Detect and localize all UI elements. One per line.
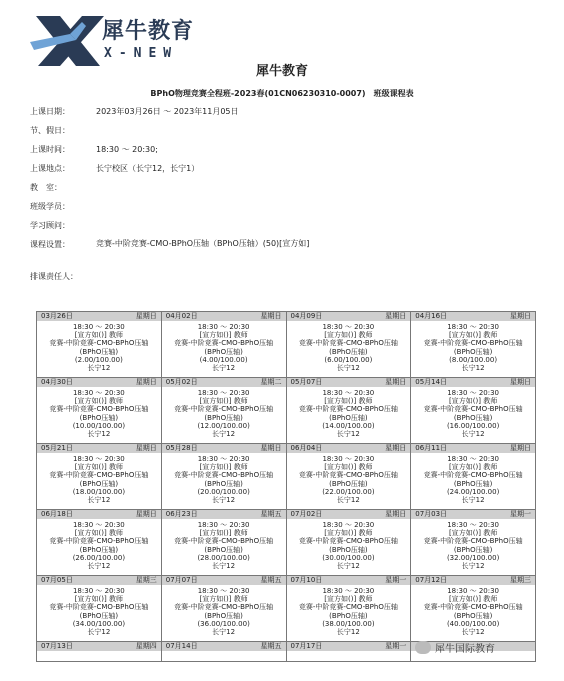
cell-progress: 18.00/100.00: [75, 487, 123, 496]
cell-progress-wrap: (16.00/100.00): [446, 421, 500, 430]
cell-progress-wrap: (2.00/100.00): [74, 355, 123, 364]
cell-date: 04月09日: [290, 312, 323, 320]
cell-date: 06月04日: [290, 444, 323, 452]
cell-course-note: (BPhO压轴): [204, 347, 243, 356]
schedule-cell: [286, 576, 411, 642]
cell-date: 07月02日: [290, 510, 323, 518]
schedule-row: [37, 378, 536, 444]
cell-progress-wrap: (28.00/100.00): [197, 553, 250, 562]
schedule-cell: [411, 444, 536, 510]
cell-weekday: 星期五: [260, 642, 282, 650]
cell-course: 竞赛-中阶竞赛-CMO-BPhO压轴: [423, 339, 523, 348]
cell-weekday: 星期日: [385, 312, 407, 320]
cell-teacher: [宣方如()] 教师: [74, 397, 123, 406]
cell-progress-wrap: (4.00/100.00): [199, 355, 248, 364]
info-label: 学习顾问：: [30, 221, 70, 230]
cell-room: 长宁12: [461, 430, 485, 439]
cell-body: [37, 585, 161, 641]
cell-room: 长宁12: [212, 562, 236, 571]
cell-date-header: [287, 444, 411, 453]
cell-date: 07月10日: [290, 576, 323, 584]
cell-course-note: (BPhO压轴): [453, 413, 493, 422]
wechat-icon: [415, 641, 431, 654]
cell-room: 长宁12: [87, 430, 111, 439]
info-label: 上课时间：: [30, 145, 70, 154]
cell-weekday: 星期一: [385, 576, 407, 584]
cell-course-note: (BPhO压轴): [79, 413, 119, 422]
org-title: 犀牛教育: [255, 64, 308, 79]
cell-course: 竞赛-中阶竞赛-CMO-BPhO压轴: [49, 537, 149, 546]
cell-course: 竞赛-中阶竞赛-CMO-BPhO压轴: [49, 405, 149, 414]
cell-weekday: 星期日: [135, 378, 157, 386]
schedule-cell: [37, 642, 162, 662]
cell-time: 18:30 ～ 20:30: [447, 323, 500, 331]
cell-room: 长宁12: [461, 364, 485, 373]
cell-progress: 22.00/100.00: [324, 487, 372, 496]
cell-progress: 2.00/100.00: [77, 355, 121, 364]
cell-teacher: [宣方如()] 教师: [449, 397, 498, 406]
cell-room: 长宁12: [212, 628, 236, 637]
cell-room: 长宁12: [336, 496, 360, 505]
cell-progress-wrap: (20.00/100.00): [197, 487, 250, 496]
cell-weekday: 星期一: [385, 642, 407, 650]
cell-course-note: (BPhO压轴): [453, 611, 493, 620]
cell-course: 竞赛-中阶竞赛-CMO-BPhO压轴: [49, 603, 149, 612]
cell-weekday: 星期日: [510, 312, 531, 320]
logo-en-text: X-NEW: [104, 46, 179, 61]
cell-body: [37, 651, 161, 661]
cell-date: 07月14日: [165, 642, 198, 650]
cell-body: [162, 321, 286, 377]
cell-date-header: [287, 642, 411, 651]
schedule-cell: [37, 312, 162, 378]
cell-time: 18:30 ～ 20:30: [447, 455, 500, 463]
cell-progress: 34.00/100.00: [75, 619, 123, 628]
cell-course: 竞赛-中阶竞赛-CMO-BPhO压轴: [174, 405, 274, 414]
cell-course: 竞赛-中阶竞赛-CMO-BPhO压轴: [174, 339, 274, 348]
cell-time: 18:30 ～ 20:30: [72, 455, 125, 463]
schedule-cell: [37, 576, 162, 642]
cell-body: [287, 321, 411, 377]
info-value: 18:30 ～ 20:30;: [96, 145, 158, 154]
schedule-cell: [411, 312, 536, 378]
cell-teacher: [宣方如()] 教师: [74, 331, 123, 340]
info-row-scheduler: [30, 271, 540, 290]
cell-date-header: [287, 312, 411, 321]
cell-progress-wrap: (14.00/100.00): [322, 421, 375, 430]
cell-teacher: [宣方如()] 教师: [199, 397, 248, 406]
cell-weekday: 星期日: [385, 510, 407, 518]
cell-date: 06月11日: [415, 444, 448, 452]
cell-progress-wrap: (36.00/100.00): [197, 619, 250, 628]
cell-weekday: 星期日: [385, 444, 407, 452]
cell-body: [411, 387, 535, 443]
cell-body: [287, 387, 411, 443]
info-value: 竞赛-中阶竞赛-CMO-BPhO压轴（BPhO压轴）(50)[宣方如]: [96, 239, 310, 248]
cell-course-note: (BPhO压轴): [204, 545, 243, 554]
info-value: 2023年03月26日 ～ 2023年11月05日: [96, 107, 239, 116]
watermark: [415, 640, 495, 655]
cell-body: [287, 453, 411, 509]
cell-course: 竞赛-中阶竞赛-CMO-BPhO压轴: [298, 603, 398, 612]
cell-date: 05月07日: [290, 378, 323, 386]
cell-body: [162, 651, 286, 661]
cell-teacher: [宣方如()] 教师: [449, 529, 498, 538]
info-value: [96, 125, 540, 144]
cell-weekday: 星期日: [135, 444, 157, 452]
cell-progress-wrap: (22.00/100.00): [322, 487, 375, 496]
cell-course: 竞赛-中阶竞赛-CMO-BPhO压轴: [298, 537, 398, 546]
info-label: 上课地点：: [30, 164, 70, 173]
cell-date: 04月02日: [165, 312, 198, 320]
info-row-location: [30, 163, 540, 182]
cell-room: 长宁12: [336, 562, 360, 571]
cell-time: 18:30 ～ 20:30: [72, 389, 125, 397]
info-row-course: [30, 239, 540, 271]
cell-date-header: [162, 576, 286, 585]
schedule-cell: [286, 444, 411, 510]
cell-time: 18:30 ～ 20:30: [322, 323, 375, 331]
info-label: 节、假日：: [30, 126, 70, 135]
cell-progress: 40.00/100.00: [449, 619, 497, 628]
cell-date-header: [162, 510, 286, 519]
cell-time: 18:30 ～ 20:30: [322, 587, 375, 595]
cell-progress: 8.00/100.00: [451, 355, 495, 364]
cell-progress-wrap: (40.00/100.00): [446, 619, 500, 628]
cell-course: 竞赛-中阶竞赛-CMO-BPhO压轴: [423, 537, 523, 546]
schedule-cell: [161, 642, 286, 662]
schedule-cell: [411, 510, 536, 576]
cell-body: [411, 453, 535, 509]
cell-teacher: [宣方如()] 教师: [324, 529, 373, 538]
cell-weekday: 星期一: [510, 510, 531, 518]
cell-teacher: [宣方如()] 教师: [449, 463, 498, 472]
cell-teacher: [宣方如()] 教师: [74, 529, 123, 538]
cell-date-header: [411, 312, 535, 321]
cell-date: 07月05日: [41, 576, 73, 584]
cell-date-header: [37, 576, 161, 585]
cell-course-note: (BPhO压轴): [204, 413, 243, 422]
cell-course-note: (BPhO压轴): [453, 545, 493, 554]
schedule-cell: [286, 378, 411, 444]
cell-time: 18:30 ～ 20:30: [322, 455, 375, 463]
info-label: 班级学员：: [30, 202, 70, 211]
cell-course: 竞赛-中阶竞赛-CMO-BPhO压轴: [423, 471, 523, 480]
cell-weekday: 星期五: [260, 576, 282, 584]
schedule-cell: [161, 378, 286, 444]
cell-room: 长宁12: [87, 562, 111, 571]
cell-teacher: [宣方如()] 教师: [199, 529, 248, 538]
cell-time: 18:30 ～ 20:30: [197, 389, 250, 397]
cell-time: 18:30 ～ 20:30: [447, 389, 500, 397]
cell-progress: 12.00/100.00: [200, 421, 248, 430]
cell-body: [411, 321, 535, 377]
schedule-cell: [161, 576, 286, 642]
cell-date-header: [411, 444, 535, 453]
cell-course: 竞赛-中阶竞赛-CMO-BPhO压轴: [298, 471, 398, 480]
cell-room: 长宁12: [461, 628, 485, 637]
cell-course: 竞赛-中阶竞赛-CMO-BPhO压轴: [174, 537, 274, 546]
cell-date: 05月02日: [165, 378, 198, 386]
cell-teacher: [宣方如()] 教师: [324, 463, 373, 472]
cell-progress-wrap: (6.00/100.00): [324, 355, 373, 364]
schedule-cell: [161, 444, 286, 510]
cell-progress: 4.00/100.00: [202, 355, 245, 364]
cell-progress-wrap: (10.00/100.00): [72, 421, 126, 430]
info-value: [96, 182, 540, 201]
cell-course-note: (BPhO压轴): [79, 611, 119, 620]
cell-room: 长宁12: [87, 496, 111, 505]
schedule-cell: [286, 312, 411, 378]
cell-date-header: [37, 642, 161, 651]
cell-body: [287, 519, 411, 575]
cell-date-header: [287, 510, 411, 519]
cell-room: 长宁12: [212, 430, 236, 439]
cell-date-header: [411, 510, 535, 519]
cell-time: 18:30 ～ 20:30: [197, 323, 250, 331]
cell-room: 长宁12: [336, 364, 360, 373]
cell-date-header: [162, 444, 286, 453]
cell-weekday: 星期日: [510, 378, 531, 386]
cell-time: 18:30 ～ 20:30: [197, 587, 250, 595]
cell-course-note: (BPhO压轴): [453, 347, 493, 356]
cell-room: 长宁12: [461, 562, 485, 571]
cell-teacher: [宣方如()] 教师: [324, 595, 373, 604]
cell-weekday: 星期日: [260, 312, 282, 320]
cell-date-header: [37, 312, 161, 321]
info-value: [96, 220, 540, 239]
cell-body: [162, 519, 286, 575]
cell-date-header: [162, 642, 286, 651]
cell-course-note: (BPhO压轴): [329, 479, 368, 488]
cell-progress-wrap: (38.00/100.00): [322, 619, 375, 628]
cell-progress: 26.00/100.00: [75, 553, 123, 562]
cell-teacher: [宣方如()] 教师: [74, 463, 123, 472]
cell-date: 07月07日: [165, 576, 198, 584]
cell-course-note: (BPhO压轴): [79, 479, 119, 488]
info-value: [96, 201, 540, 220]
cell-progress: 38.00/100.00: [324, 619, 372, 628]
cell-teacher: [宣方如()] 教师: [199, 463, 248, 472]
cell-progress-wrap: (34.00/100.00): [72, 619, 126, 628]
cell-body: [37, 519, 161, 575]
cell-progress-wrap: (8.00/100.00): [449, 355, 498, 364]
cell-body: [37, 453, 161, 509]
cell-progress: 14.00/100.00: [324, 421, 372, 430]
schedule-row: [37, 312, 536, 378]
schedule-row: [37, 510, 536, 576]
cell-date-header: [287, 378, 411, 387]
cell-weekday: 星期五: [260, 510, 282, 518]
cell-course: 竞赛-中阶竞赛-CMO-BPhO压轴: [174, 603, 274, 612]
info-label: 排课责任人：: [30, 272, 78, 281]
cell-body: [411, 585, 535, 641]
cell-date: 06月18日: [41, 510, 73, 518]
schedule-cell: [161, 510, 286, 576]
cell-teacher: [宣方如()] 教师: [324, 331, 373, 340]
info-label: 教 室：: [30, 183, 62, 192]
cell-body: [162, 387, 286, 443]
cell-progress-wrap: (30.00/100.00): [322, 553, 375, 562]
cell-time: 18:30 ～ 20:30: [197, 455, 250, 463]
cell-date: 06月23日: [165, 510, 198, 518]
cell-date-header: [162, 312, 286, 321]
cell-course-note: (BPhO压轴): [204, 611, 243, 620]
schedule-subtitle: BPhO物理竞赛全程班-2023春(01CN06230310-0007) 班级课程表: [150, 89, 414, 98]
cell-teacher: [宣方如()] 教师: [449, 331, 498, 340]
schedule-cell: [37, 510, 162, 576]
info-row-classroom: [30, 182, 540, 201]
cell-progress: 32.00/100.00: [449, 553, 497, 562]
cell-weekday: 星期三: [135, 576, 157, 584]
schedule-cell: [286, 510, 411, 576]
info-row-time: [30, 144, 540, 163]
info-row-holiday: [30, 125, 540, 144]
cell-progress-wrap: (18.00/100.00): [72, 487, 126, 496]
info-row-advisor: [30, 220, 540, 239]
cell-course: 竞赛-中阶竞赛-CMO-BPhO压轴: [423, 405, 523, 414]
cell-progress: 16.00/100.00: [449, 421, 497, 430]
cell-date: 03月26日: [41, 312, 73, 320]
cell-room: 长宁12: [336, 430, 360, 439]
cell-teacher: [宣方如()] 教师: [199, 595, 248, 604]
cell-course-note: (BPhO压轴): [329, 413, 368, 422]
cell-date: 05月21日: [41, 444, 73, 452]
schedule-cell: [161, 312, 286, 378]
cell-weekday: 星期日: [385, 378, 407, 386]
cell-weekday: 星期四: [135, 642, 157, 650]
schedule-cell: [286, 642, 411, 662]
cell-progress-wrap: (24.00/100.00): [446, 487, 500, 496]
cell-course-note: (BPhO压轴): [329, 611, 368, 620]
schedule-cell: [37, 378, 162, 444]
schedule-cell: [411, 576, 536, 642]
cell-room: 长宁12: [87, 364, 111, 373]
cell-time: 18:30 ～ 20:30: [322, 389, 375, 397]
cell-time: 18:30 ～ 20:30: [72, 521, 125, 529]
schedule-cell: [37, 444, 162, 510]
cell-date: 04月30日: [41, 378, 73, 386]
info-value: [96, 271, 540, 290]
cell-teacher: [宣方如()] 教师: [74, 595, 123, 604]
logo-cn-text: 犀牛教育: [102, 19, 195, 44]
cell-teacher: [宣方如()] 教师: [199, 331, 248, 340]
cell-body: [162, 453, 286, 509]
cell-date: 04月16日: [415, 312, 448, 320]
cell-time: 18:30 ～ 20:30: [72, 587, 125, 595]
cell-course: 竞赛-中阶竞赛-CMO-BPhO压轴: [423, 603, 523, 612]
cell-body: [37, 321, 161, 377]
cell-date-header: [37, 378, 161, 387]
cell-progress-wrap: (32.00/100.00): [446, 553, 500, 562]
cell-date-header: [37, 444, 161, 453]
cell-weekday: 星期日: [510, 444, 531, 452]
cell-time: 18:30 ～ 20:30: [447, 587, 500, 595]
cell-body: [411, 519, 535, 575]
cell-weekday: 星期日: [135, 510, 157, 518]
cell-course: 竞赛-中阶竞赛-CMO-BPhO压轴: [49, 471, 149, 480]
cell-room: 长宁12: [461, 496, 485, 505]
cell-course-note: (BPhO压轴): [79, 347, 119, 356]
cell-room: 长宁12: [87, 628, 111, 637]
cell-progress-wrap: (26.00/100.00): [72, 553, 126, 562]
cell-date: 05月14日: [415, 378, 448, 386]
cell-room: 长宁12: [336, 628, 360, 637]
info-value: 长宁校区（长宁12，长宁1）: [96, 164, 200, 173]
cell-progress: 28.00/100.00: [200, 553, 248, 562]
cell-course: 竞赛-中阶竞赛-CMO-BPhO压轴: [298, 405, 398, 414]
cell-time: 18:30 ～ 20:30: [72, 323, 125, 331]
info-row-students: [30, 201, 540, 220]
cell-course: 竞赛-中阶竞赛-CMO-BPhO压轴: [174, 471, 274, 480]
cell-progress-wrap: (12.00/100.00): [197, 421, 250, 430]
cell-weekday: 星期二: [260, 378, 282, 386]
cell-course: 竞赛-中阶竞赛-CMO-BPhO压轴: [298, 339, 398, 348]
schedule-row: [37, 444, 536, 510]
cell-date: 07月17日: [290, 642, 323, 650]
cell-progress: 6.00/100.00: [327, 355, 370, 364]
cell-course: 竞赛-中阶竞赛-CMO-BPhO压轴: [49, 339, 149, 348]
cell-date-header: [411, 576, 535, 585]
cell-room: 长宁12: [212, 364, 236, 373]
cell-weekday: 星期三: [510, 576, 531, 584]
cell-progress: 20.00/100.00: [200, 487, 248, 496]
cell-date-header: [37, 510, 161, 519]
cell-teacher: [宣方如()] 教师: [324, 397, 373, 406]
schedule-table: [36, 311, 536, 662]
cell-time: 18:30 ～ 20:30: [197, 521, 250, 529]
cell-progress: 10.00/100.00: [75, 421, 123, 430]
cell-course-note: (BPhO压轴): [453, 479, 493, 488]
cell-time: 18:30 ～ 20:30: [447, 521, 500, 529]
cell-date: 07月13日: [41, 642, 73, 650]
cell-time: 18:30 ～ 20:30: [322, 521, 375, 529]
cell-course-note: (BPhO压轴): [79, 545, 119, 554]
cell-body: [287, 651, 411, 661]
cell-course-note: (BPhO压轴): [329, 545, 368, 554]
cell-weekday: 星期日: [135, 312, 157, 320]
cell-room: 长宁12: [212, 496, 236, 505]
watermark-text: 犀牛国际教育: [435, 644, 495, 655]
cell-course-note: (BPhO压轴): [204, 479, 243, 488]
cell-weekday: 星期日: [260, 444, 282, 452]
info-row-date: [30, 106, 540, 125]
cell-progress: 36.00/100.00: [200, 619, 248, 628]
cell-date-header: [411, 378, 535, 387]
cell-teacher: [宣方如()] 教师: [449, 595, 498, 604]
cell-course-note: (BPhO压轴): [329, 347, 368, 356]
info-label: 课程设置：: [30, 240, 70, 249]
schedule-row: [37, 576, 536, 642]
cell-body: [287, 585, 411, 641]
info-label: 上课日期：: [30, 107, 70, 116]
schedule-cell: [411, 378, 536, 444]
class-info: [30, 106, 540, 290]
cell-body: [37, 387, 161, 443]
cell-date: 07月12日: [415, 576, 448, 584]
cell-progress: 30.00/100.00: [324, 553, 372, 562]
cell-date-header: [162, 378, 286, 387]
cell-date: 05月28日: [165, 444, 198, 452]
cell-progress: 24.00/100.00: [449, 487, 497, 496]
cell-date: 07月03日: [415, 510, 448, 518]
cell-date-header: [287, 576, 411, 585]
cell-body: [162, 585, 286, 641]
